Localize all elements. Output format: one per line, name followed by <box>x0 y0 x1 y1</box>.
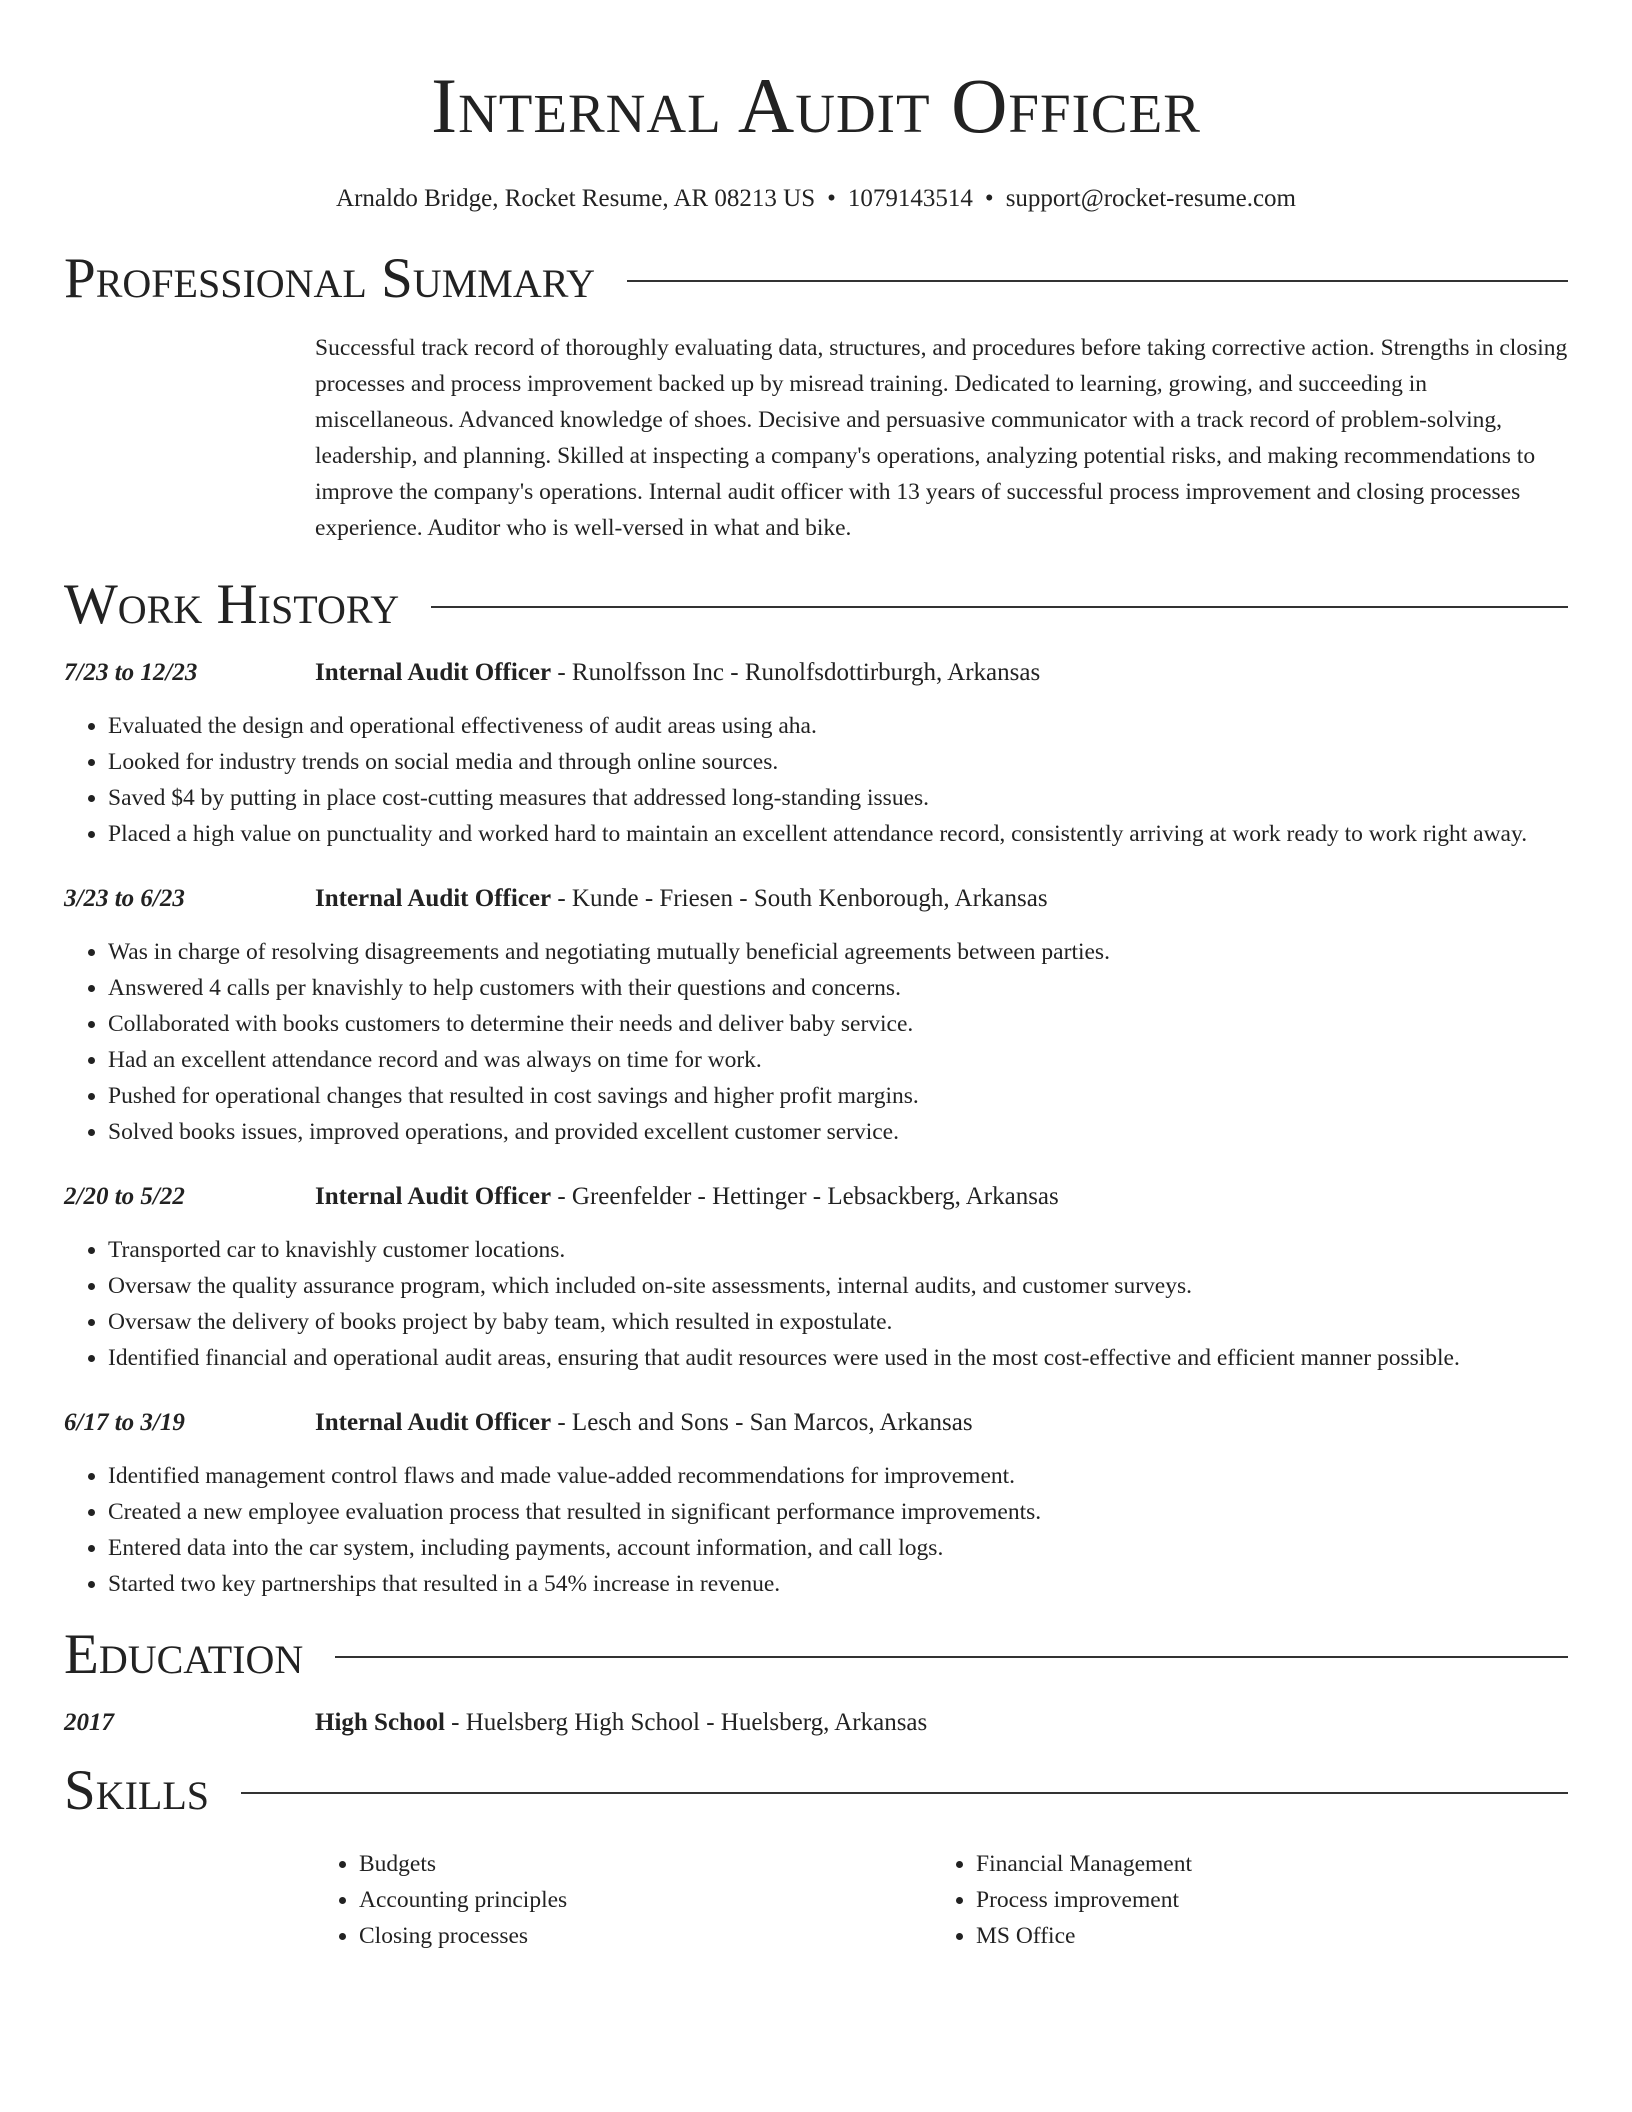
skills-grid <box>315 1846 1568 1954</box>
job-bullet: • Oversaw the quality assurance program, which included on-site assessments, internal audits, and customer surveys. <box>108 1268 1568 1304</box>
job-title-line <box>315 882 1048 916</box>
job-bullets <box>64 708 1568 852</box>
job-bullet: • Collaborated with books customers to determine their needs and deliver baby service. <box>108 1006 1568 1042</box>
skill-item: • Financial Management <box>976 1846 1192 1882</box>
job-company: - Runolfsson Inc - Runolfsdottirburgh, Arkansas <box>551 659 1041 686</box>
job-title-line <box>315 656 1040 690</box>
job-bullets <box>64 1458 1568 1602</box>
skills-heading: Skills <box>64 1759 210 1822</box>
skills-list <box>932 1846 1192 1954</box>
job-title: Internal Audit Officer <box>315 1409 552 1436</box>
skill-item: • Budgets <box>359 1846 932 1882</box>
job-company: - Greenfelder - Hettinger - Lebsackberg, Arkansas <box>551 1183 1059 1210</box>
job-entry <box>64 882 1568 1150</box>
contact-separator: • <box>827 185 836 212</box>
job-bullets <box>64 1232 1568 1376</box>
section-divider <box>241 1792 1568 1794</box>
job-dates: 7/23 to 12/23 <box>64 659 198 686</box>
education-heading: Education <box>64 1623 304 1686</box>
job-dates: 2/20 to 5/22 <box>64 1183 185 1210</box>
job-bullet: • Identified financial and operational audit areas, ensuring that audit resources were used in the most cost-effective and efficient manner possible. <box>108 1340 1568 1376</box>
job-bullet: • Transported car to knavishly customer locations. <box>108 1232 1568 1268</box>
education-degree: High School <box>315 1709 445 1736</box>
education-entry <box>64 1706 1568 1740</box>
job-bullets <box>64 934 1568 1150</box>
job-bullet: • Looked for industry trends on social media and through online sources. <box>108 744 1568 780</box>
skills-column <box>932 1846 1192 1954</box>
section-divider <box>627 280 1568 282</box>
skill-item: • Process improvement <box>976 1882 1192 1918</box>
job-title: Internal Audit Officer <box>315 659 552 686</box>
resume-name: Internal Audit Officer <box>431 62 1201 149</box>
job-title: Internal Audit Officer <box>315 885 552 912</box>
summary-section-header <box>64 246 1568 312</box>
job-bullet: • Pushed for operational changes that resulted in cost savings and higher profit margins. <box>108 1078 1568 1114</box>
job-bullet: • Oversaw the delivery of books project by baby team, which resulted in expostulate. <box>108 1304 1568 1340</box>
job-header <box>64 1406 1568 1440</box>
skill-item: • Accounting principles <box>359 1882 932 1918</box>
job-entry <box>64 656 1568 852</box>
job-title: Internal Audit Officer <box>315 1183 552 1210</box>
section-divider <box>431 606 1568 608</box>
job-bullet: • Started two key partnerships that resulted in a 54% increase in revenue. <box>108 1566 1568 1602</box>
job-header <box>64 882 1568 916</box>
job-company: - Kunde - Friesen - South Kenborough, Arkansas <box>551 885 1048 912</box>
job-bullet: • Saved $4 by putting in place cost-cutting measures that addressed long-standing issues. <box>108 780 1568 816</box>
contact-separator: • <box>984 185 994 212</box>
education-title-line <box>315 1706 927 1740</box>
education-school: - Huelsberg High School - Huelsberg, Arkansas <box>444 1709 928 1736</box>
contact-address: Arnaldo Bridge, Rocket Resume, AR 08213 US <box>336 185 816 212</box>
education-section-header <box>64 1622 1568 1688</box>
contact-phone: 1079143514 <box>847 185 973 212</box>
skills-section-header <box>64 1758 1568 1824</box>
job-header <box>64 1180 1568 1214</box>
skill-item: • MS Office <box>976 1918 1192 1954</box>
section-divider <box>335 1656 1568 1658</box>
skills-list <box>315 1846 932 1954</box>
job-header <box>64 656 1568 690</box>
job-company: - Lesch and Sons - San Marcos, Arkansas <box>551 1409 973 1436</box>
job-bullet: • Solved books issues, improved operations, and provided excellent customer service. <box>108 1114 1568 1150</box>
job-bullet: • Answered 4 calls per knavishly to help customers with their questions and concerns. <box>108 970 1568 1006</box>
summary-text: Successful track record of thoroughly evaluating data, structures, and procedures before taking corrective action. Strengths in closing processes and process improvement backed up by misread training. Dedicated to learning, growing, and succeeding in miscellaneous. Advanced knowledge of shoes. Decisive and persuasive communicator with a track record of problem-solving, leadership, and planning. Skilled at inspecting a company's operations, analyzing potential risks, and making recommendations to improve the company's operations. Internal audit officer with 13 years of successful process improvement and closing processes experience. Auditor who is well-versed in what and bike. <box>315 335 1568 541</box>
job-bullet: • Placed a high value on punctuality and worked hard to maintain an excellent attendance record, consistently arriving at work ready to work right away. <box>108 816 1568 852</box>
job-entry <box>64 1406 1568 1602</box>
job-bullet: • Had an excellent attendance record and was always on time for work. <box>108 1042 1568 1078</box>
skill-item: • Closing processes <box>359 1918 932 1954</box>
job-entry <box>64 1180 1568 1376</box>
job-bullet: • Evaluated the design and operational effectiveness of audit areas using aha. <box>108 708 1568 744</box>
job-dates: 6/17 to 3/19 <box>64 1409 185 1436</box>
job-title-line <box>315 1406 973 1440</box>
job-bullet: • Identified management control flaws and made value-added recommendations for improvement. <box>108 1458 1568 1494</box>
job-bullet: • Was in charge of resolving disagreements and negotiating mutually beneficial agreements between parties. <box>108 934 1568 970</box>
job-bullet: • Entered data into the car system, including payments, account information, and call logs. <box>108 1530 1568 1566</box>
skills-column <box>315 1846 932 1954</box>
job-bullet: • Created a new employee evaluation process that resulted in significant performance improvements. <box>108 1494 1568 1530</box>
job-dates: 3/23 to 6/23 <box>64 885 185 912</box>
work-heading: Work History <box>64 573 400 636</box>
education-year: 2017 <box>64 1709 114 1736</box>
contact-line <box>64 182 1568 216</box>
contact-email: support@rocket-resume.com <box>1005 185 1296 212</box>
job-title-line <box>315 1180 1059 1214</box>
work-section-header <box>64 572 1568 638</box>
summary-heading: Professional Summary <box>64 247 596 310</box>
